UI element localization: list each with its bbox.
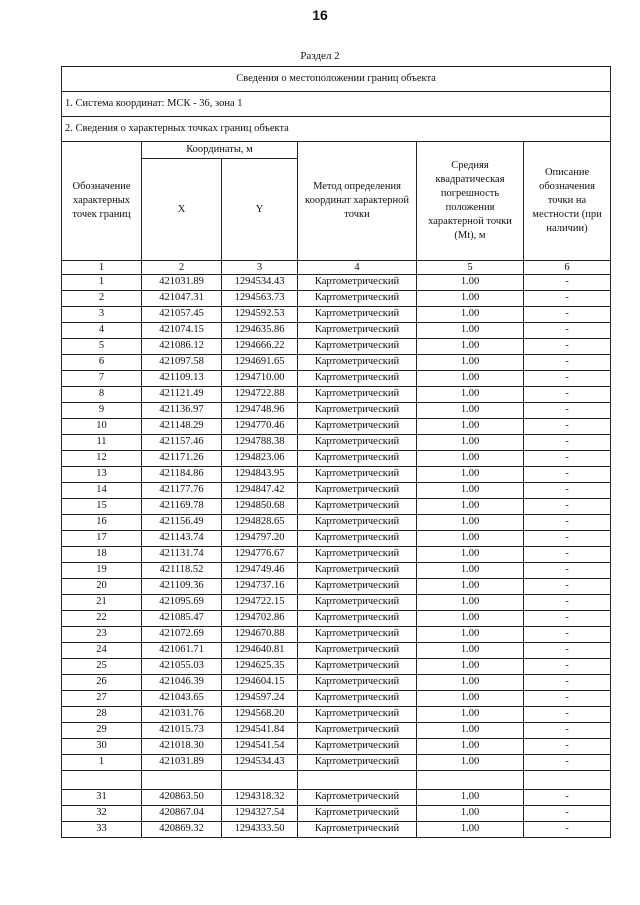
coord-y: 1294563.73: [222, 291, 298, 307]
method: Картометрический: [298, 611, 417, 627]
coord-x: 420863.50: [142, 790, 222, 806]
description: -: [524, 515, 611, 531]
point-number: 20: [62, 579, 142, 595]
description: -: [524, 275, 611, 291]
method: Картометрический: [298, 675, 417, 691]
method: Картометрический: [298, 643, 417, 659]
description: -: [524, 467, 611, 483]
method: Картометрический: [298, 790, 417, 806]
coord-x: 421095.69: [142, 595, 222, 611]
method: Картометрический: [298, 307, 417, 323]
point-number: 2: [62, 291, 142, 307]
coord-y: 1294534.43: [222, 275, 298, 291]
accuracy-value: 1.00: [417, 643, 524, 659]
table-row: [62, 755, 611, 771]
table-row: [62, 515, 611, 531]
coord-y: 1294592.53: [222, 307, 298, 323]
point-number: 4: [62, 323, 142, 339]
method: Картометрический: [298, 355, 417, 371]
accuracy-value: 1.00: [417, 723, 524, 739]
column-number: 3: [222, 261, 298, 275]
coord-x: 421074.15: [142, 323, 222, 339]
coord-x: 421072.69: [142, 627, 222, 643]
point-number: 18: [62, 547, 142, 563]
method: Картометрический: [298, 275, 417, 291]
description: -: [524, 675, 611, 691]
empty-cell: [142, 771, 222, 790]
method: Картометрический: [298, 339, 417, 355]
coord-x: 421046.39: [142, 675, 222, 691]
description: -: [524, 739, 611, 755]
method: Картометрический: [298, 403, 417, 419]
table-row: [62, 675, 611, 691]
table-row: [62, 547, 611, 563]
header-y: Y: [222, 159, 298, 261]
coord-y: 1294737.16: [222, 579, 298, 595]
coord-y: 1294534.43: [222, 755, 298, 771]
coord-y: 1294333.50: [222, 822, 298, 838]
description: -: [524, 563, 611, 579]
accuracy-value: 1.00: [417, 755, 524, 771]
coord-x: 421031.89: [142, 755, 222, 771]
point-number: 12: [62, 451, 142, 467]
table-row: [62, 275, 611, 291]
description: -: [524, 323, 611, 339]
point-number: 10: [62, 419, 142, 435]
column-number: 2: [142, 261, 222, 275]
coord-y: 1294541.54: [222, 739, 298, 755]
coord-x: 421121.49: [142, 387, 222, 403]
description: -: [524, 499, 611, 515]
coord-y: 1294850.68: [222, 499, 298, 515]
accuracy-value: 1.00: [417, 627, 524, 643]
description: -: [524, 483, 611, 499]
method: Картометрический: [298, 806, 417, 822]
accuracy-value: 1.00: [417, 403, 524, 419]
description: -: [524, 659, 611, 675]
coord-x: 421169.78: [142, 499, 222, 515]
method: Картометрический: [298, 387, 417, 403]
coord-x: 421157.46: [142, 435, 222, 451]
header-coordinates: Координаты, м: [142, 142, 298, 159]
coord-y: 1294666.22: [222, 339, 298, 355]
coord-y: 1294541.84: [222, 723, 298, 739]
method: Картометрический: [298, 707, 417, 723]
method: Картометрический: [298, 723, 417, 739]
method: Картометрический: [298, 483, 417, 499]
point-number: 17: [62, 531, 142, 547]
coord-y: 1294327.54: [222, 806, 298, 822]
description: -: [524, 822, 611, 838]
table-row: [62, 659, 611, 675]
accuracy-value: 1.00: [417, 563, 524, 579]
table-row: [62, 371, 611, 387]
description: -: [524, 643, 611, 659]
table-row: [62, 307, 611, 323]
table-row: [62, 822, 611, 838]
table-row: [62, 611, 611, 627]
empty-cell: [417, 771, 524, 790]
accuracy-value: 1.00: [417, 531, 524, 547]
point-number: 14: [62, 483, 142, 499]
description: -: [524, 806, 611, 822]
accuracy-value: 1.00: [417, 291, 524, 307]
point-number: 23: [62, 627, 142, 643]
point-number: 11: [62, 435, 142, 451]
coord-x: 421184.86: [142, 467, 222, 483]
table-row: [62, 435, 611, 451]
description: -: [524, 691, 611, 707]
coord-x: 421047.31: [142, 291, 222, 307]
description: -: [524, 627, 611, 643]
method: Картометрический: [298, 419, 417, 435]
group-separator-row: [62, 771, 611, 790]
table-row: [62, 387, 611, 403]
accuracy-value: 1.00: [417, 806, 524, 822]
method: Картометрический: [298, 435, 417, 451]
boundary-points-table: [61, 66, 611, 838]
coord-y: 1294597.24: [222, 691, 298, 707]
description: -: [524, 723, 611, 739]
point-number: 16: [62, 515, 142, 531]
table-row: [62, 579, 611, 595]
method: Картометрический: [298, 531, 417, 547]
coord-x: 421015.73: [142, 723, 222, 739]
accuracy-value: 1.00: [417, 307, 524, 323]
accuracy-value: 1.00: [417, 547, 524, 563]
coord-y: 1294568.20: [222, 707, 298, 723]
coord-y: 1294635.86: [222, 323, 298, 339]
method: Картометрический: [298, 691, 417, 707]
table-row: [62, 467, 611, 483]
coord-x: 420869.32: [142, 822, 222, 838]
method: Картометрический: [298, 515, 417, 531]
coord-x: 421031.89: [142, 275, 222, 291]
accuracy-value: 1.00: [417, 355, 524, 371]
table-row: [62, 483, 611, 499]
point-number: 3: [62, 307, 142, 323]
description: -: [524, 371, 611, 387]
accuracy-value: 1.00: [417, 339, 524, 355]
method: Картометрический: [298, 755, 417, 771]
description: -: [524, 611, 611, 627]
point-number: 15: [62, 499, 142, 515]
description: -: [524, 707, 611, 723]
header-point: Обозначение характерных точек границ: [62, 142, 142, 261]
coord-x: 421118.52: [142, 563, 222, 579]
points-section-title: 2. Сведения о характерных точках границ объекта: [62, 117, 611, 142]
point-number: 28: [62, 707, 142, 723]
coord-y: 1294847.42: [222, 483, 298, 499]
point-number: 22: [62, 611, 142, 627]
accuracy-value: 1.00: [417, 675, 524, 691]
coordinate-system: 1. Система координат: МСК - 36, зона 1: [62, 92, 611, 117]
table-row: [62, 451, 611, 467]
method: Картометрический: [298, 822, 417, 838]
coord-y: 1294710.00: [222, 371, 298, 387]
accuracy-value: 1.00: [417, 499, 524, 515]
coord-y: 1294702.86: [222, 611, 298, 627]
point-number: 29: [62, 723, 142, 739]
point-number: 19: [62, 563, 142, 579]
coord-x: 421156.49: [142, 515, 222, 531]
method: Картометрический: [298, 563, 417, 579]
point-number: 32: [62, 806, 142, 822]
table-row: [62, 691, 611, 707]
coord-x: 421177.76: [142, 483, 222, 499]
table-title: Сведения о местоположении границ объекта: [62, 67, 611, 92]
coord-y: 1294788.38: [222, 435, 298, 451]
point-number: 25: [62, 659, 142, 675]
table-row: [62, 323, 611, 339]
description: -: [524, 291, 611, 307]
accuracy-value: 1.00: [417, 707, 524, 723]
description: -: [524, 307, 611, 323]
method: Картометрический: [298, 547, 417, 563]
coord-x: 421061.71: [142, 643, 222, 659]
column-number: 6: [524, 261, 611, 275]
method: Картометрический: [298, 627, 417, 643]
accuracy-value: 1.00: [417, 739, 524, 755]
coord-x: 421148.29: [142, 419, 222, 435]
description: -: [524, 403, 611, 419]
method: Картометрический: [298, 291, 417, 307]
description: -: [524, 755, 611, 771]
coord-y: 1294823.06: [222, 451, 298, 467]
empty-cell: [298, 771, 417, 790]
method: Картометрический: [298, 467, 417, 483]
point-number: 33: [62, 822, 142, 838]
table-row: [62, 339, 611, 355]
coord-x: 421136.97: [142, 403, 222, 419]
section-title: Раздел 2: [300, 50, 340, 62]
description: -: [524, 451, 611, 467]
point-number: 6: [62, 355, 142, 371]
coord-x: 421031.76: [142, 707, 222, 723]
description: -: [524, 339, 611, 355]
method: Картометрический: [298, 579, 417, 595]
coord-y: 1294776.67: [222, 547, 298, 563]
description: -: [524, 790, 611, 806]
point-number: 1: [62, 275, 142, 291]
accuracy-value: 1.00: [417, 435, 524, 451]
accuracy-value: 1.00: [417, 451, 524, 467]
method: Картометрический: [298, 371, 417, 387]
point-number: 31: [62, 790, 142, 806]
point-number: 27: [62, 691, 142, 707]
column-number: 5: [417, 261, 524, 275]
description: -: [524, 355, 611, 371]
accuracy-value: 1.00: [417, 323, 524, 339]
accuracy-value: 1.00: [417, 822, 524, 838]
description: -: [524, 419, 611, 435]
coord-y: 1294722.15: [222, 595, 298, 611]
empty-cell: [62, 771, 142, 790]
accuracy-value: 1.00: [417, 275, 524, 291]
description: -: [524, 531, 611, 547]
point-number: 24: [62, 643, 142, 659]
description: -: [524, 579, 611, 595]
coord-y: 1294748.96: [222, 403, 298, 419]
header-x: X: [142, 159, 222, 261]
header-method: Метод определения координат характерной точки: [298, 142, 417, 261]
accuracy-value: 1.00: [417, 595, 524, 611]
table-row: [62, 739, 611, 755]
coord-y: 1294749.46: [222, 563, 298, 579]
accuracy-value: 1.00: [417, 691, 524, 707]
description: -: [524, 547, 611, 563]
table-row: [62, 531, 611, 547]
coord-x: 420867.04: [142, 806, 222, 822]
column-number: 1: [62, 261, 142, 275]
coord-x: 421171.26: [142, 451, 222, 467]
page-number: 16: [312, 7, 328, 23]
point-number: 5: [62, 339, 142, 355]
coord-x: 421055.03: [142, 659, 222, 675]
accuracy-value: 1.00: [417, 659, 524, 675]
table-row: [62, 499, 611, 515]
coord-y: 1294722.88: [222, 387, 298, 403]
coord-x: 421057.45: [142, 307, 222, 323]
table-row: [62, 643, 611, 659]
coord-x: 421086.12: [142, 339, 222, 355]
coord-x: 421018.30: [142, 739, 222, 755]
point-number: 30: [62, 739, 142, 755]
coord-x: 421109.36: [142, 579, 222, 595]
accuracy-value: 1.00: [417, 579, 524, 595]
accuracy-value: 1.00: [417, 483, 524, 499]
point-number: 8: [62, 387, 142, 403]
method: Картометрический: [298, 659, 417, 675]
coord-x: 421085.47: [142, 611, 222, 627]
accuracy-value: 1.00: [417, 371, 524, 387]
description: -: [524, 387, 611, 403]
coord-x: 421097.58: [142, 355, 222, 371]
empty-cell: [524, 771, 611, 790]
accuracy-value: 1.00: [417, 515, 524, 531]
point-number: 9: [62, 403, 142, 419]
point-number: 26: [62, 675, 142, 691]
coord-y: 1294318.32: [222, 790, 298, 806]
method: Картометрический: [298, 739, 417, 755]
table-row: [62, 790, 611, 806]
method: Картометрический: [298, 451, 417, 467]
coord-y: 1294625.35: [222, 659, 298, 675]
method: Картометрический: [298, 499, 417, 515]
header-accuracy: Средняя квадратическая погрешность положения характерной точки (Mt), м: [417, 142, 524, 261]
coord-y: 1294797.20: [222, 531, 298, 547]
point-number: 7: [62, 371, 142, 387]
coord-x: 421109.13: [142, 371, 222, 387]
coord-y: 1294770.46: [222, 419, 298, 435]
description: -: [524, 435, 611, 451]
accuracy-value: 1.00: [417, 419, 524, 435]
coord-y: 1294640.81: [222, 643, 298, 659]
table-row: [62, 723, 611, 739]
coord-y: 1294670.88: [222, 627, 298, 643]
method: Картометрический: [298, 323, 417, 339]
column-number: 4: [298, 261, 417, 275]
coord-x: 421131.74: [142, 547, 222, 563]
point-number: 13: [62, 467, 142, 483]
table-row: [62, 595, 611, 611]
coord-y: 1294843.95: [222, 467, 298, 483]
coord-x: 421143.74: [142, 531, 222, 547]
table-row: [62, 806, 611, 822]
table-row: [62, 627, 611, 643]
accuracy-value: 1.00: [417, 790, 524, 806]
table-row: [62, 403, 611, 419]
header-description: Описание обозначения точки на местности (при наличии): [524, 142, 611, 261]
table-row: [62, 419, 611, 435]
coord-y: 1294828.65: [222, 515, 298, 531]
table-row: [62, 291, 611, 307]
point-number: 21: [62, 595, 142, 611]
table-row: [62, 355, 611, 371]
point-number: 1: [62, 755, 142, 771]
method: Картометрический: [298, 595, 417, 611]
table-row: [62, 707, 611, 723]
accuracy-value: 1.00: [417, 611, 524, 627]
coord-y: 1294604.15: [222, 675, 298, 691]
accuracy-value: 1.00: [417, 387, 524, 403]
description: -: [524, 595, 611, 611]
coord-y: 1294691.65: [222, 355, 298, 371]
accuracy-value: 1.00: [417, 467, 524, 483]
empty-cell: [222, 771, 298, 790]
table-row: [62, 563, 611, 579]
coord-x: 421043.65: [142, 691, 222, 707]
